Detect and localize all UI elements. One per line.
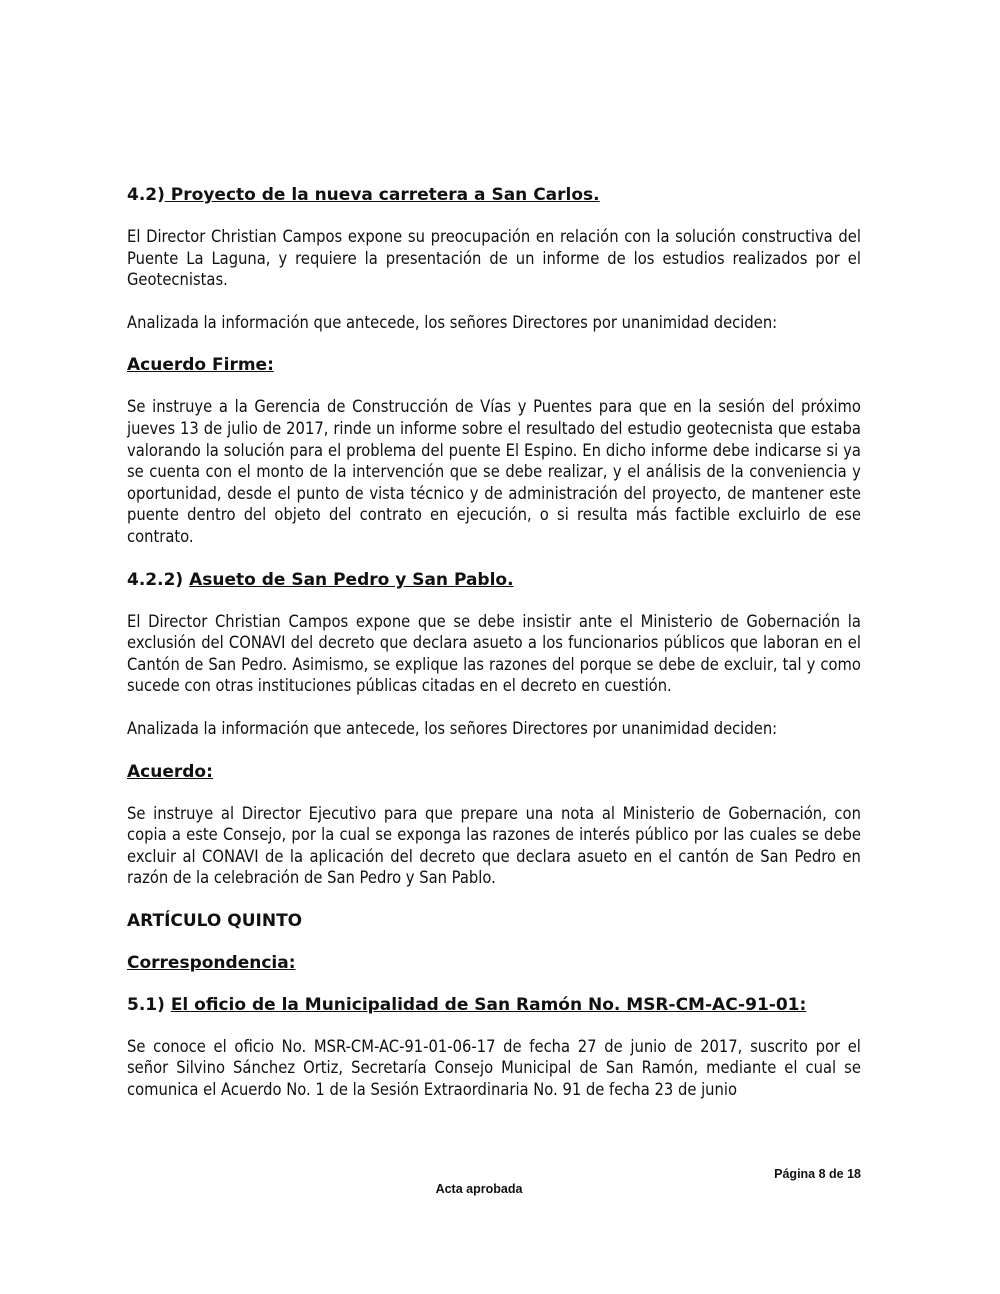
paragraph: El Director Christian Campos expone su preocupación en relación con la solución constructiva del Puente La Laguna, y requiere la presentación de un informe de los estudios realizados por el Geotecnistas. bbox=[127, 227, 861, 290]
document-status: Acta aprobada bbox=[435, 1182, 523, 1196]
articulo-heading: ARTÍCULO QUINTO bbox=[127, 910, 303, 931]
acuerdo-label: Acuerdo: bbox=[127, 761, 213, 782]
section-number: 4.2.2) bbox=[127, 569, 184, 590]
acuerdo-firme-label: Acuerdo Firme: bbox=[127, 355, 274, 376]
section-heading-4-2-2 bbox=[127, 569, 861, 591]
section-heading-4-2 bbox=[127, 184, 861, 206]
paragraph: Se conoce el oficio No. MSR-CM-AC-91-01-06-17 de fecha 27 de junio de 2017, suscrito por el señor Silvino Sánchez Ortiz, Secretaría Consejo Municipal de San Ramón, mediante el cual se comunica el Acuerdo No. 1 de la Sesión Extraordinaria No. 91 de fecha 23 de junio bbox=[127, 1036, 861, 1100]
section-heading-5-1 bbox=[127, 994, 861, 1016]
paragraph: Se instruye al Director Ejecutivo para que prepare una nota al Ministerio de Gobernación, con copia a este Consejo, por la cual se exponga las razones de interés público por las cuales se debe excluir al CONAVI de la aplicación del decreto que declara asueto en el cantón de San Pedro en razón de la celebración de San Pedro y San Pablo. bbox=[127, 803, 861, 888]
acuerdo-firme-heading bbox=[127, 354, 861, 376]
section-number: 5.1) bbox=[127, 994, 165, 1015]
acuerdo-heading bbox=[127, 761, 861, 783]
page-number: Página 8 de 18 bbox=[774, 1167, 861, 1181]
paragraph: Analizada la información que antecede, los señores Directores por unanimidad deciden: bbox=[127, 312, 778, 332]
correspondencia-label: Correspondencia: bbox=[127, 952, 296, 973]
correspondencia-heading bbox=[127, 952, 861, 974]
section-number: 4.2) bbox=[127, 185, 165, 205]
paragraph: Se instruye a la Gerencia de Construcción de Vías y Puentes para que en la sesión del próximo jueves 13 de julio de 2017, rinde un informe sobre el resultado del estudio geotecnista que estaba valorando la solución para el problema del puente El Espino. En dicho informe debe indicarse si ya se cuenta con el monto de la intervención que se debe realizar, y el análisis de la conveniencia y oportunidad, desde el punto de vista técnico y de administración del proyecto, de mantener este puente dentro del objeto del contrato en ejecución, o si resulta más factible excluirlo de ese contrato. bbox=[127, 397, 861, 546]
section-title: Proyecto de la nueva carretera a San Carlos. bbox=[164, 185, 600, 205]
document-body bbox=[127, 184, 861, 1101]
paragraph: Analizada la información que antecede, los señores Directores por unanimidad deciden: bbox=[127, 718, 778, 738]
section-title: El oficio de la Municipalidad de San Ramón No. MSR-CM-AC-91-01: bbox=[170, 994, 807, 1015]
section-title: Asueto de San Pedro y San Pablo. bbox=[189, 569, 514, 590]
paragraph: El Director Christian Campos expone que se debe insistir ante el Ministerio de Gobernación la exclusión del CONAVI del decreto que declara asueto a los funcionarios públicos que laboran en el Cantón de San Pedro. Asimismo, se explique las razones del porque se debe de excluir, tal y como sucede con otras instituciones públicas citadas en el decreto en cuestión. bbox=[127, 611, 861, 696]
